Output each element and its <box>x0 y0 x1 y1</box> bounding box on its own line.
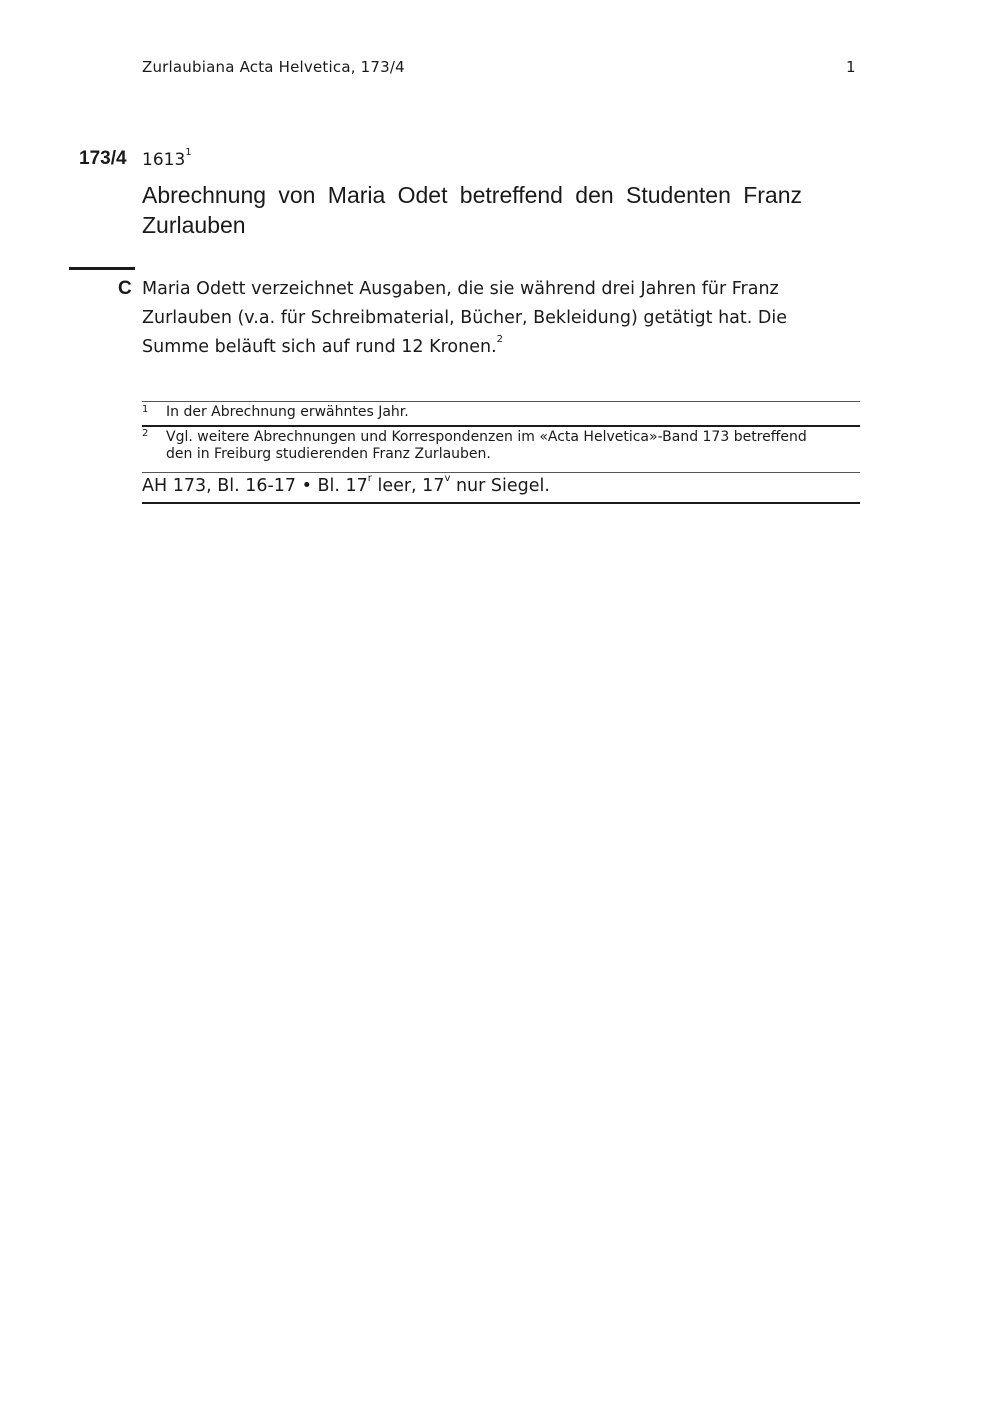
summary-text: Maria Odett verzeichnet Ausgaben, die sie während drei Jahren für Franz Zurlauben (v.a. für Schreibmaterial, Bücher, Bekleidung) getätigt hat. Die Summe beläuft sich auf rund 12 Kronen. <box>142 279 787 357</box>
source-part-1: AH 173, Bl. 16-17 • Bl. 17 <box>142 476 368 496</box>
section-marker-line <box>69 267 135 270</box>
footnote-number: 1 <box>142 404 149 415</box>
footnote-text: Vgl. weitere Abrechnungen und Korrespondenzen im «Acta Helvetica»-Band 173 betreffend den in Freiburg studierenden Franz Zurlauben. <box>166 429 807 462</box>
footnote-divider <box>142 425 860 427</box>
source-separator <box>142 472 860 473</box>
footnote-separator <box>142 401 860 402</box>
footnote-number: 2 <box>142 428 149 439</box>
source-reference <box>142 473 550 496</box>
running-header-title: Zurlaubiana Acta Helvetica, 173/4 <box>142 58 405 76</box>
footnote-text: In der Abrechnung erwähntes Jahr. <box>166 404 409 420</box>
document-title: Abrechnung von Maria Odet betreffend den Studenten Franz Zurlauben <box>142 182 802 238</box>
page-number: 1 <box>846 58 856 76</box>
document-number: 173/4 <box>79 148 127 169</box>
source-part-3: nur Siegel. <box>450 476 550 496</box>
source-sup-recto: r <box>367 473 372 485</box>
year-text: 1613 <box>142 150 186 170</box>
footnote-ref-2[interactable]: 2 <box>496 334 504 346</box>
source-part-2: leer, 17 <box>371 476 445 496</box>
document-year <box>142 147 192 170</box>
summary-paragraph <box>142 275 812 362</box>
source-bottom-rule <box>142 502 860 504</box>
source-sup-verso: v <box>444 473 451 485</box>
footnote-ref-1[interactable]: 1 <box>185 147 192 159</box>
summary-marker: C <box>118 278 132 299</box>
